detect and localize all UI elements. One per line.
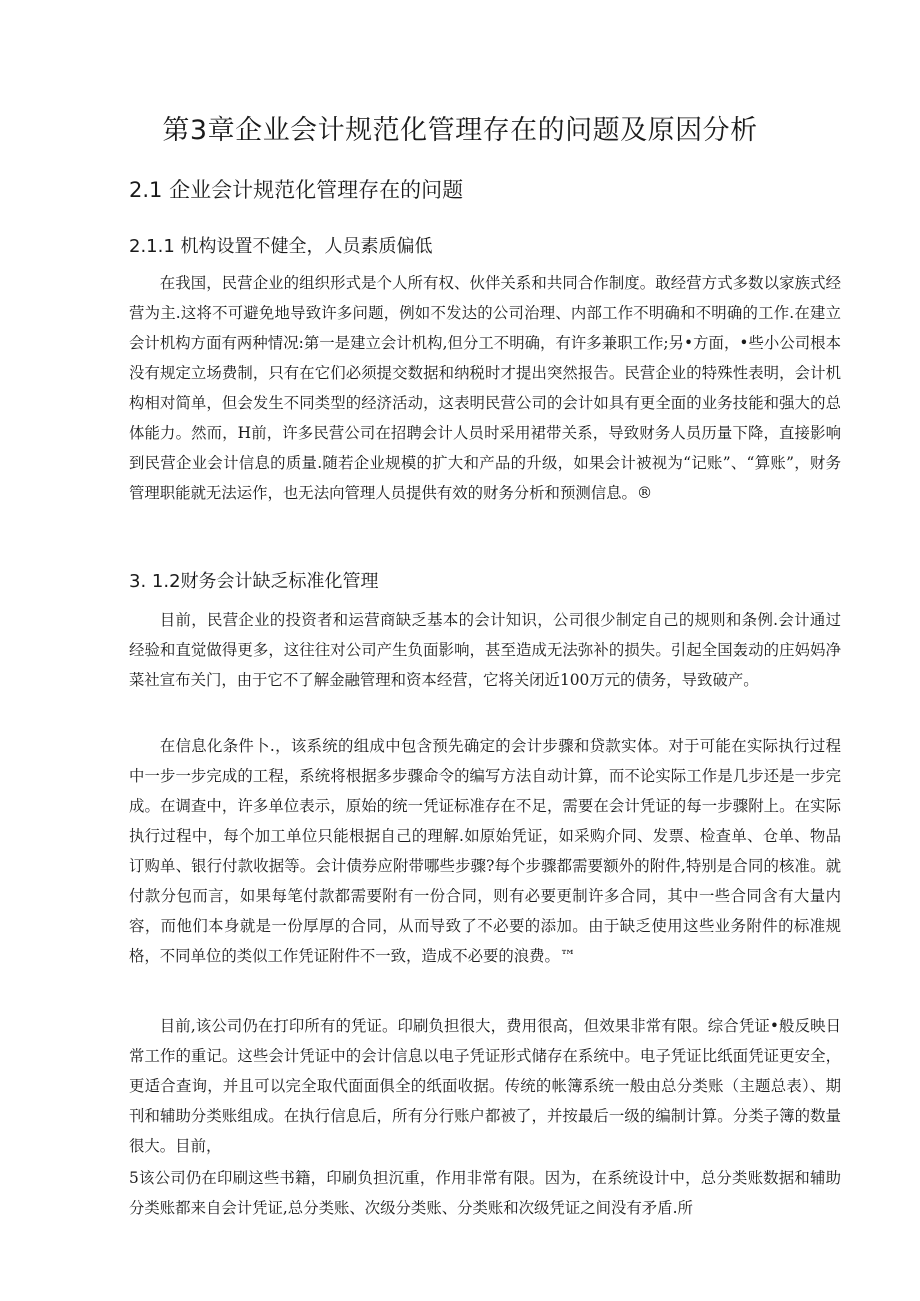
paragraph-5: 5该公司仍在印刷这些书籍，印刷负担沉重，作用非常有限。因为，在系统设计中，总分类账数据和辅助分类账都来自会计凭证,总分类账、次级分类账、分类账和次级凭证之间没有矛盾.所 [129, 1169, 841, 1217]
section-heading-2-1: 2.1 企业会计规范化管理存在的问题 [129, 178, 464, 202]
chapter-title: 第3章企业会计规范化管理存在的问题及原因分析 [162, 115, 758, 146]
section-heading-2-1-1: 2.1.1 机构设置不健全，人员素质偏低 [129, 236, 433, 257]
section-heading-3-1-2: 3. 1.2财务会计缺乏标准化管理 [129, 571, 379, 592]
paragraph-1: 在我国，民营企业的组织形式是个人所有权、伙伴关系和共同合作制度。敢经营方式多数以家族式经营为主.这将不可避免地导致许多问题，例如不发达的公司治理、内部工作不明确和不明确的工作.在建立会计机构方面有两种情况:第一是建立会计机构,但分工不明确，有许多兼职工作;另•方面，•些小公司根本没有规定立场费制，只有在它们必须提交数据和纳税时才提出突然报告。民营企业的特殊性表明，会计机构相对简单，但会发生不同类型的经济活动，这表明民营公司的会计如具有更全面的业务技能和强大的总体能力。然而，H前，许多民营公司在招聘会计人员时采用裙带关系，导致财务人员历量下降，直接影响到民营企业会计信息的质量.随若企业规模的扩大和产品的升级，如果会计被视为“记账”、“算账”，财务管理职能就无法运作，也无法向管理人员提供有效的财务分析和预测信息。® [129, 274, 841, 502]
paragraph-2: 目前，民营企业的投资者和运营商缺乏基本的会计知识，公司很少制定自己的规则和条例.会计通过经验和直觉做得更多，这往往对公司产生负面影响，甚至造成无法弥补的损失。引起全国轰动的庄妈妈净菜社宣布关门，由于它不了解金融管理和资本经营，它将关闭近100万元的债务，导致破产。 [129, 611, 841, 689]
paragraph-3: 在信息化条件卜.，该系统的组成中包含预先确定的会计步骤和贷款实体。对于可能在实际执行过程中一步一步完成的工程，系统将根据多步骤命令的编写方法自动计算，而不论实际工作是几步还是一步完成。在调查中，许多单位表示，原始的统一凭证标准存在不足，需要在会计凭证的每一步骤附上。在实际执行过程中，每个加工单位只能根据自己的理解.如原始凭证，如采购介同、发票、检查单、仓单、物品订购单、银行付款收据等。会计债券应附带哪些步骤?每个步骤都需要额外的附件,特别是合同的核准。就付款分包而言，如果每笔付款都需要附有一份合同，则有必要更制许多合同，其中一些合同含有大量内容，而他们本身就是一份厚厚的合同，从而导致了不必要的添加。由于缺乏使用这些业务附件的标准规格，不同单位的类似工作凭证附件不一致，造成不必要的浪费。™ [129, 737, 841, 965]
paragraph-4: 目前,该公司仍在打印所有的凭证。印刷负担很大，费用很高，但效果非常有限。综合凭证•般反映日常工作的重记。这些会计凭证中的会计信息以电子凭证形式储存在系统中。电子凭证比纸面凭证更安全，更适合查询，并且可以完全取代面面俱全的纸面收据。传统的帐簿系统一般由总分类账（主题总表）、期刊和辅助分类账组成。在执行信息后，所有分行账户都被了，并按最后一级的编制计算。分类子簿的数量很大。目前， [129, 1017, 841, 1155]
